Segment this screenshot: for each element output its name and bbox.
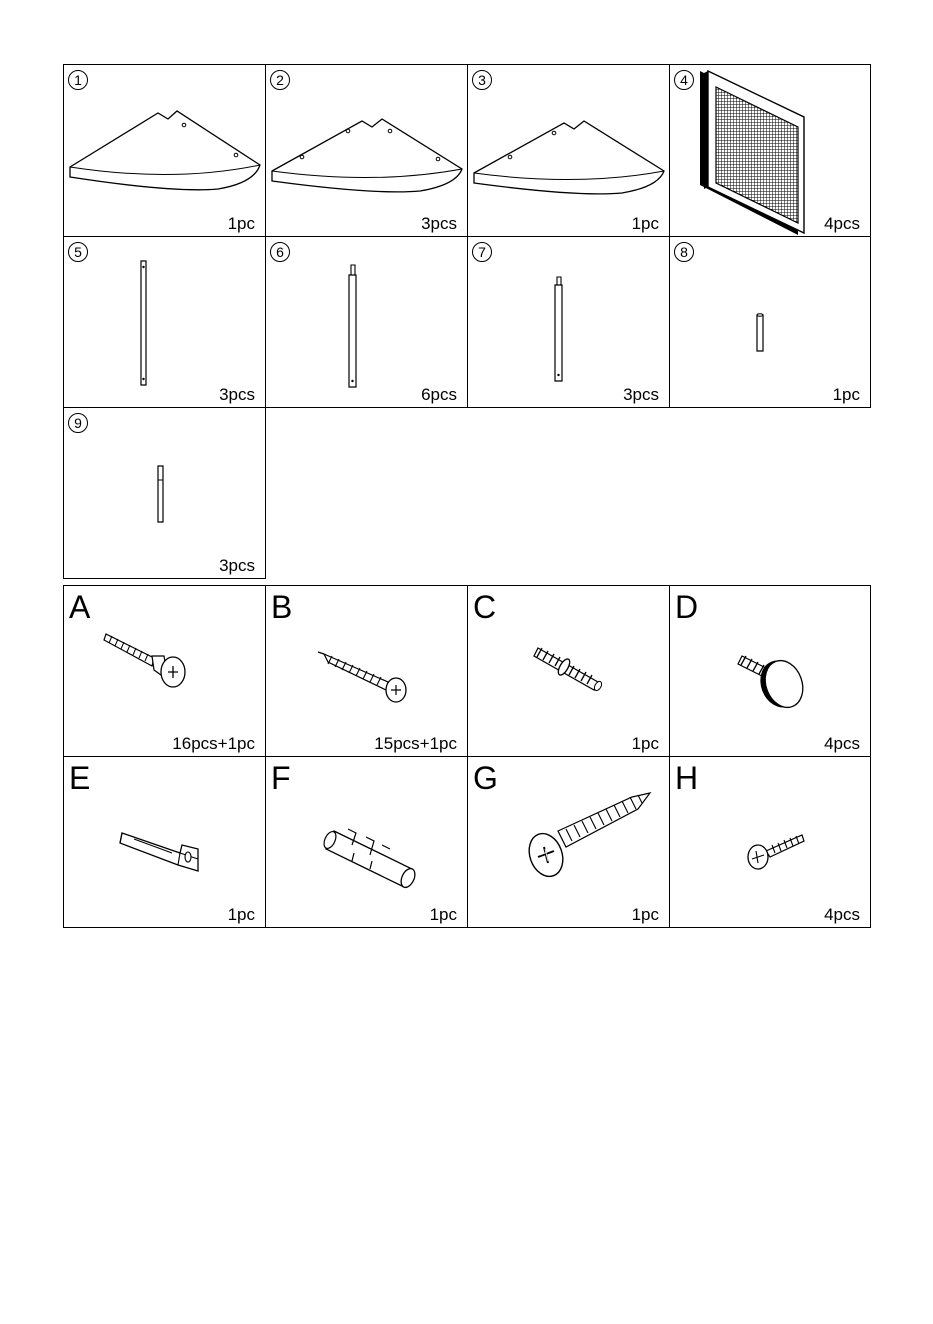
l-bracket-icon: [64, 757, 267, 929]
connector-bolt-icon: [468, 586, 671, 758]
part-9-cell: [63, 407, 266, 579]
mesh-panel-icon: [670, 65, 872, 238]
tube-rod-icon: [266, 237, 469, 409]
hardware-letter: G: [473, 760, 498, 796]
screw-icon: [64, 586, 267, 758]
tube-rod-icon: [64, 408, 267, 580]
hardware-d-cell: [669, 585, 871, 757]
screw-icon: [266, 586, 469, 758]
part-number: 2: [270, 70, 290, 90]
quantity-label: 6pcs: [421, 385, 457, 404]
part-3-cell: [467, 64, 670, 237]
screw-icon: [670, 757, 872, 929]
screw-icon: [468, 757, 671, 929]
tube-rod-icon: [670, 237, 872, 409]
corner-shelf-icon: [266, 65, 469, 238]
hardware-g-cell: [467, 756, 670, 928]
part-4-cell: [669, 64, 871, 237]
part-2-cell: [265, 64, 468, 237]
quantity-label: 1pc: [631, 734, 659, 753]
part-number: 4: [674, 70, 694, 90]
part-number: 9: [68, 413, 88, 433]
part-1-cell: [63, 64, 266, 237]
quantity-label: 1pc: [631, 214, 659, 233]
quantity-label: 16pcs+1pc: [172, 734, 255, 753]
hardware-a-cell: [63, 585, 266, 757]
part-number: 8: [674, 242, 694, 262]
part-7-cell: [467, 236, 670, 408]
part-number: 1: [68, 70, 88, 90]
quantity-label: 3pcs: [219, 385, 255, 404]
hardware-letter: B: [271, 589, 293, 625]
hardware-letter: F: [271, 760, 291, 796]
quantity-label: 15pcs+1pc: [374, 734, 457, 753]
quantity-label: 3pcs: [219, 556, 255, 575]
quantity-label: 4pcs: [824, 214, 860, 233]
tube-rod-icon: [468, 237, 671, 409]
quantity-label: 3pcs: [421, 214, 457, 233]
corner-shelf-icon: [468, 65, 671, 238]
part-number: 5: [68, 242, 88, 262]
levelling-foot-icon: [670, 586, 872, 758]
quantity-label: 3pcs: [623, 385, 659, 404]
hardware-letter: A: [69, 589, 91, 625]
quantity-label: 1pc: [227, 214, 255, 233]
quantity-label: 4pcs: [824, 734, 860, 753]
quantity-label: 4pcs: [824, 905, 860, 924]
hardware-h-cell: [669, 756, 871, 928]
wall-plug-icon: [266, 757, 469, 929]
hardware-letter: D: [675, 589, 699, 625]
hardware-f-cell: [265, 756, 468, 928]
hardware-letter: C: [473, 589, 497, 625]
hardware-letter: E: [69, 760, 91, 796]
quantity-label: 1pc: [631, 905, 659, 924]
part-number: 7: [472, 242, 492, 262]
part-number: 3: [472, 70, 492, 90]
corner-shelf-icon: [64, 65, 267, 238]
quantity-label: 1pc: [429, 905, 457, 924]
hardware-b-cell: [265, 585, 468, 757]
hardware-letter: H: [675, 760, 699, 796]
part-number: 6: [270, 242, 290, 262]
part-8-cell: [669, 236, 871, 408]
quantity-label: 1pc: [832, 385, 860, 404]
part-6-cell: [265, 236, 468, 408]
hardware-c-cell: [467, 585, 670, 757]
part-5-cell: [63, 236, 266, 408]
tube-rod-icon: [64, 237, 267, 409]
quantity-label: 1pc: [227, 905, 255, 924]
hardware-e-cell: [63, 756, 266, 928]
